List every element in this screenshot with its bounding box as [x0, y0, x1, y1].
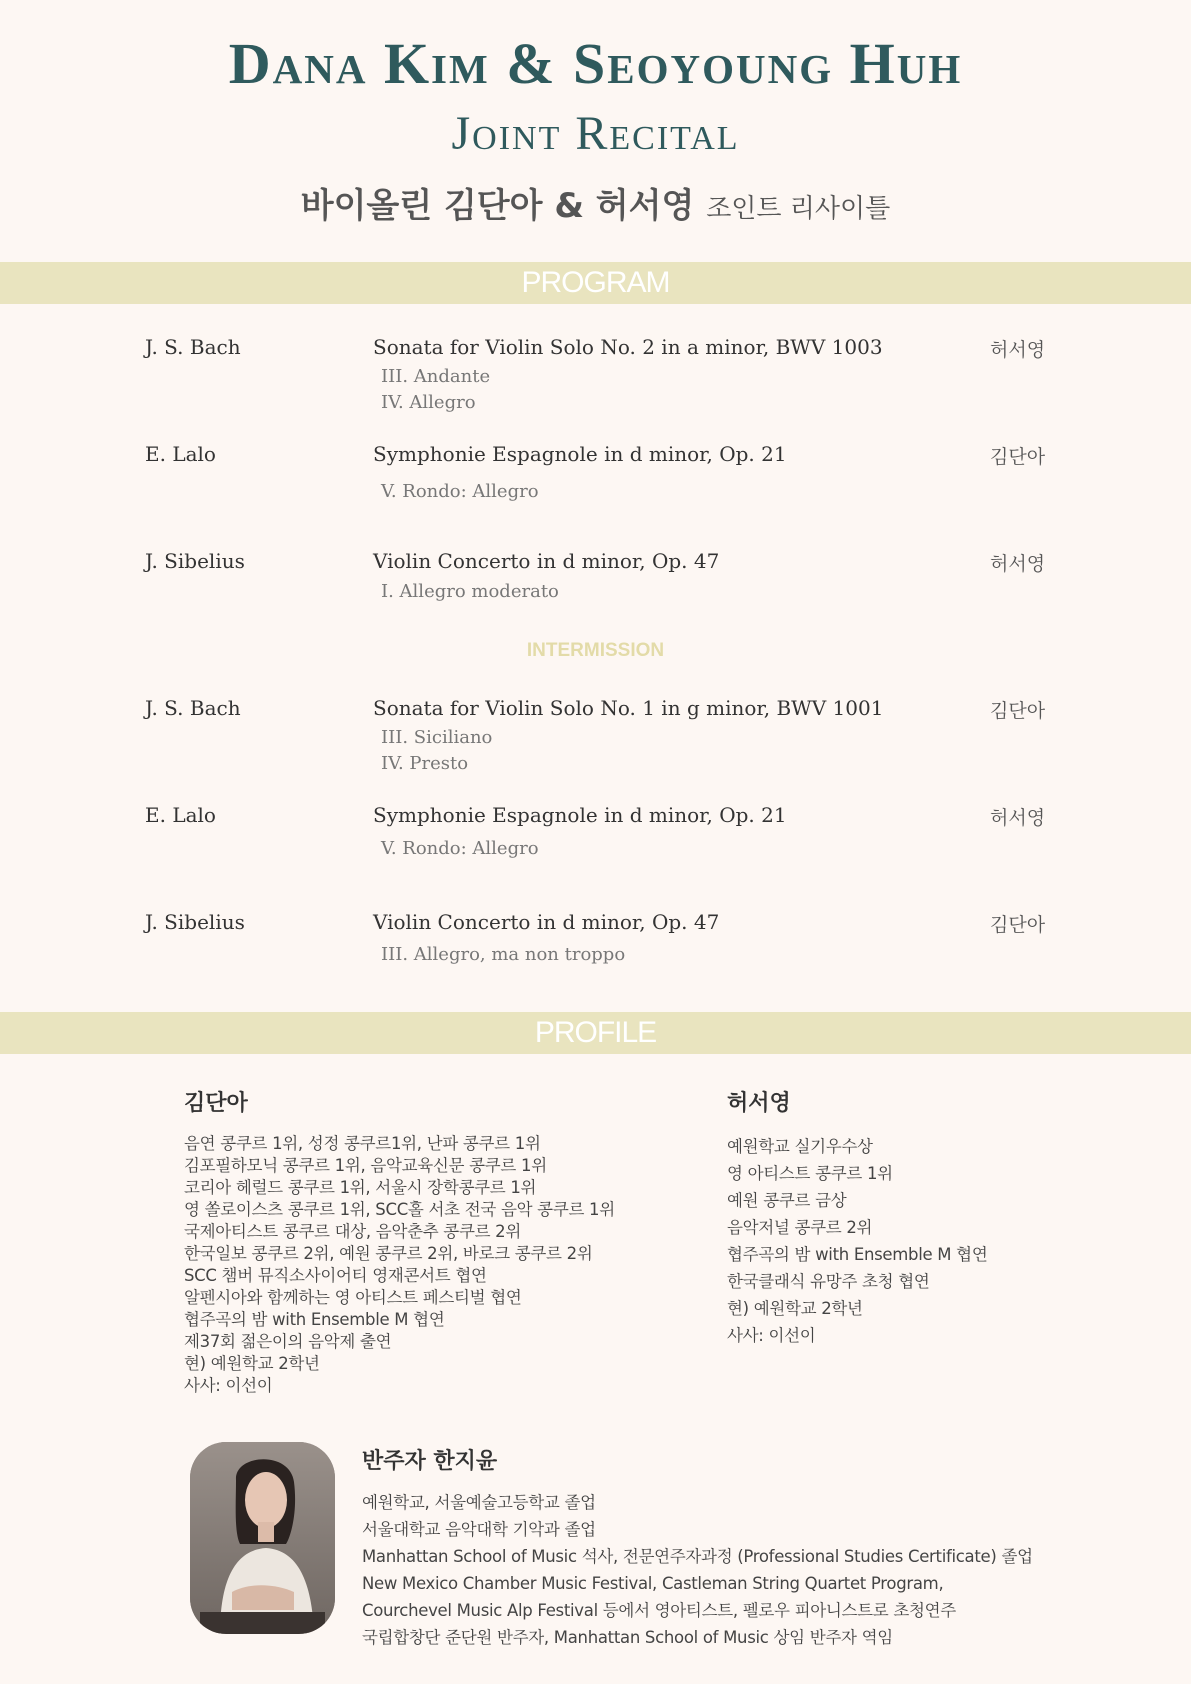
performer: 김단아 — [990, 700, 1046, 722]
composer: J. Sibelius — [145, 910, 245, 934]
korean-title-bold: 바이올린 김단아 & 허서영 — [300, 186, 695, 226]
profile-line: 예원학교, 서울예술고등학교 졸업 — [362, 1493, 596, 1512]
movement: III. Andante — [381, 366, 491, 387]
movement: I. Allegro moderato — [381, 581, 559, 602]
intermission-label: INTERMISSION — [526, 640, 665, 661]
profile-line: 현) 예원학교 2학년 — [727, 1299, 863, 1318]
profile-line: 협주곡의 밤 with Ensemble M 협연 — [727, 1245, 988, 1264]
movement: III. Allegro, ma non troppo — [381, 944, 626, 965]
composer: E. Lalo — [145, 803, 216, 827]
performer: 허서영 — [990, 339, 1046, 361]
profile-line: 서울대학교 음악대학 기악과 졸업 — [362, 1520, 596, 1539]
accompanist-profile — [362, 1444, 1033, 1651]
composer: J. S. Bach — [145, 335, 241, 359]
profile-line: 사사: 이선이 — [727, 1326, 816, 1345]
profile-line: 음연 콩쿠르 1위, 성정 콩쿠르1위, 난파 콩쿠르 1위 — [184, 1134, 541, 1153]
performer: 허서영 — [990, 807, 1046, 829]
profile-line: 한국일보 콩쿠르 2위, 예원 콩쿠르 2위, 바로크 콩쿠르 2위 — [184, 1244, 593, 1263]
profile-line: 음악저널 콩쿠르 2위 — [727, 1218, 873, 1237]
profile-line: 영 아티스트 콩쿠르 1위 — [727, 1164, 893, 1183]
movement: III. Siciliano — [381, 727, 493, 748]
work-title: Symphonie Espagnole in d minor, Op. 21 — [373, 442, 787, 466]
accompanist-photo — [190, 1442, 335, 1634]
korean-title — [0, 178, 1191, 227]
profile-line: 현) 예원학교 2학년 — [184, 1354, 320, 1373]
profile-line: 한국클래식 유망주 초청 협연 — [727, 1272, 930, 1291]
profile-line: 예원학교 실기우수상 — [727, 1137, 873, 1156]
work-title: Sonata for Violin Solo No. 2 in a minor, BWV 1003 — [373, 335, 883, 359]
work-title: Symphonie Espagnole in d minor, Op. 21 — [373, 803, 787, 827]
work-title: Violin Concerto in d minor, Op. 47 — [373, 910, 720, 934]
profile-line: New Mexico Chamber Music Festival, Castleman String Quartet Program, — [362, 1574, 944, 1593]
profile-line: 코리아 헤럴드 콩쿠르 1위, 서울시 장학콩쿠르 1위 — [184, 1178, 537, 1197]
performer: 허서영 — [990, 553, 1046, 575]
movement: IV. Presto — [381, 753, 469, 774]
profile-name: 김단아 — [184, 1091, 248, 1116]
composer: J. S. Bach — [145, 696, 241, 720]
profile-line: 국립합창단 준단원 반주자, Manhattan School of Music 상임 반주자 역임 — [362, 1628, 893, 1647]
movement: V. Rondo: Allegro — [381, 481, 539, 502]
profile-line: SCC 챔버 뮤직소사이어티 영재콘서트 협연 — [184, 1266, 487, 1285]
profile-line: Manhattan School of Music 석사, 전문연주자과정 (Professional Studies Certificate) 졸업 — [362, 1547, 1033, 1566]
recital-title: Dana Kim & Seoyoung Huh — [228, 31, 963, 96]
work-title: Sonata for Violin Solo No. 1 in g minor, BWV 1001 — [373, 696, 884, 720]
profile-line: 예원 콩쿠르 금상 — [727, 1191, 847, 1210]
profile-line: 협주곡의 밤 with Ensemble M 협연 — [184, 1310, 445, 1329]
korean-title-light: 조인트 리사이틀 — [706, 194, 891, 224]
program-band: PROGRAM — [0, 262, 1191, 304]
profile-huh — [727, 1086, 987, 1349]
portrait-image — [190, 1442, 335, 1634]
profile-line: 알펜시아와 함께하는 영 아티스트 페스티벌 협연 — [184, 1288, 522, 1307]
profile-line: 제37회 젊은이의 음악제 출연 — [184, 1332, 392, 1351]
profile-line: 사사: 이선이 — [184, 1376, 273, 1395]
movement: V. Rondo: Allegro — [381, 838, 539, 859]
profile-line: 영 쏠로이스츠 콩쿠르 1위, SCC홀 서초 전국 음악 콩쿠르 1위 — [184, 1200, 615, 1219]
work-title: Violin Concerto in d minor, Op. 47 — [373, 549, 720, 573]
composer: J. Sibelius — [145, 549, 245, 573]
profile-name: 허서영 — [727, 1091, 791, 1116]
profile-kim — [184, 1086, 615, 1397]
profile-line: Courchevel Music Alp Festival 등에서 영아티스트, 펠로우 피아니스트로 초청연주 — [362, 1601, 956, 1620]
performer: 김단아 — [990, 914, 1046, 936]
composer: E. Lalo — [145, 442, 216, 466]
recital-subtitle: Joint Recital — [451, 107, 740, 160]
movement: IV. Allegro — [381, 392, 476, 413]
profile-line: 국제아티스트 콩쿠르 대상, 음악춘추 콩쿠르 2위 — [184, 1222, 522, 1241]
accompanist-name: 반주자 한지윤 — [362, 1449, 498, 1474]
profile-band: PROFILE — [0, 1012, 1191, 1054]
performer: 김단아 — [990, 446, 1046, 468]
profile-line: 김포필하모닉 콩쿠르 1위, 음악교육신문 콩쿠르 1위 — [184, 1156, 547, 1175]
